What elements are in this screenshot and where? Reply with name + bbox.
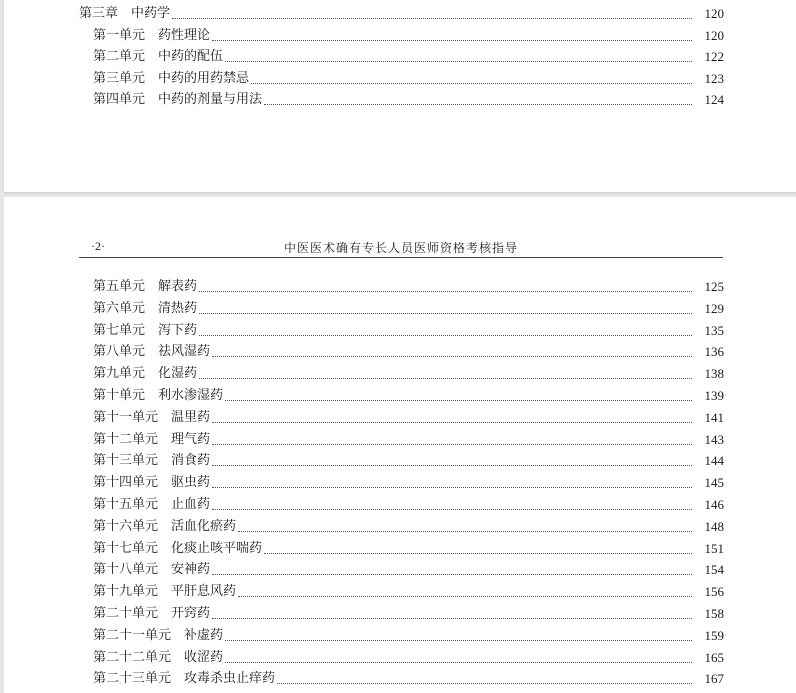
dot-leader	[212, 617, 692, 619]
toc-entry-label: 第二单元	[93, 49, 146, 64]
toc-entry[interactable]	[93, 558, 724, 578]
toc-entry-page-number: 144	[704, 453, 724, 469]
toc-entry-page-number: 158	[704, 606, 724, 621]
toc-entry-label: 第七单元	[93, 322, 146, 338]
dot-leader	[225, 639, 692, 641]
toc-entry-title: 中药的用药禁忌	[158, 70, 250, 86]
toc-entry-page-number: 154	[704, 562, 724, 578]
toc-entry-page-number: 145	[704, 475, 724, 491]
toc-entry-label: 第十九单元	[93, 584, 159, 600]
toc-entry-label: 第十六单元	[93, 518, 159, 534]
toc-entry[interactable]	[93, 449, 724, 469]
toc-entry-label: 第十七单元	[93, 540, 159, 556]
toc-entry-label: 第三章	[79, 6, 119, 21]
dot-leader	[212, 39, 692, 41]
toc-entry[interactable]	[93, 471, 724, 491]
toc-entry-label: 第十八单元	[93, 562, 159, 578]
toc-entry-label: 第十单元	[93, 388, 146, 403]
toc-entry-page-number: 123	[704, 70, 724, 86]
toc-entry-label: 第二十二单元	[93, 649, 172, 665]
toc-entry-title: 泻下药	[158, 322, 198, 338]
toc-entry-title: 中药学	[131, 6, 171, 21]
toc-entry-title: 消食药	[171, 453, 211, 469]
toc-entry-page-number: 143	[704, 431, 724, 447]
toc-entry-page-number: 120	[704, 27, 724, 43]
dot-leader	[264, 103, 692, 105]
toc-entry-title: 补虚药	[184, 627, 224, 643]
toc-entry-label: 第四单元	[93, 92, 146, 107]
dot-leader	[225, 60, 692, 62]
dot-leader	[238, 595, 692, 597]
toc-entry-title: 祛风湿药	[158, 344, 211, 360]
toc-entry[interactable]	[93, 493, 724, 513]
toc-entry[interactable]	[93, 362, 724, 382]
toc-entry-page-number: 141	[704, 409, 724, 425]
toc-entry-title: 解表药	[158, 279, 198, 294]
toc-entry-page-number: 136	[704, 344, 724, 360]
dot-leader	[238, 530, 692, 532]
toc-entry[interactable]	[93, 67, 724, 87]
toc-entry-page-number: 146	[704, 497, 724, 512]
dot-leader	[212, 573, 692, 575]
toc-entry-title: 收涩药	[184, 649, 224, 665]
toc-entry-title: 攻毒杀虫止痒药	[184, 671, 276, 687]
toc-entry-label: 第十二单元	[93, 431, 159, 447]
dot-leader	[225, 399, 692, 401]
dot-leader	[199, 312, 692, 314]
toc-entry-page-number: 148	[704, 518, 724, 534]
dot-leader	[199, 290, 692, 292]
toc-entry[interactable]	[93, 667, 724, 687]
toc-entry[interactable]	[93, 624, 724, 644]
toc-entry-title: 安神药	[171, 562, 211, 578]
toc-entry[interactable]	[93, 537, 724, 557]
toc-entry[interactable]	[93, 384, 724, 404]
toc-entry-label: 第十三单元	[93, 453, 159, 469]
dot-leader	[264, 552, 692, 554]
toc-entry-page-number: 122	[704, 49, 724, 64]
toc-entry-title: 驱虫药	[171, 475, 211, 491]
toc-entry[interactable]	[93, 45, 724, 65]
toc-entry-title: 中药的配伍	[158, 49, 224, 64]
dot-leader	[277, 682, 692, 684]
toc-entry-label: 第二十三单元	[93, 671, 172, 687]
toc-entry-page-number: 124	[704, 92, 724, 107]
dot-leader	[212, 464, 692, 466]
page-bottom	[4, 197, 796, 693]
toc-entry-title: 平肝息风药	[171, 584, 237, 600]
toc-entry[interactable]	[93, 515, 724, 535]
toc-entry-page-number: 151	[704, 540, 724, 556]
toc-entry-label: 第三单元	[93, 70, 146, 86]
toc-entry[interactable]	[79, 2, 724, 22]
dot-leader	[212, 355, 692, 357]
toc-entry-title: 化痰止咳平喘药	[171, 540, 263, 556]
toc-entry-label: 第十五单元	[93, 497, 159, 512]
toc-entry-label: 第一单元	[93, 27, 146, 43]
toc-entry[interactable]	[93, 580, 724, 600]
toc-entry[interactable]	[93, 24, 724, 44]
dot-leader	[251, 82, 692, 84]
toc-entry[interactable]	[93, 428, 724, 448]
toc-entry[interactable]	[93, 275, 724, 295]
toc-entry-title: 利水渗湿药	[158, 388, 224, 403]
dot-leader	[225, 661, 692, 663]
running-header	[79, 237, 723, 258]
toc-entry-title: 止血药	[171, 497, 211, 512]
toc-entry[interactable]	[93, 602, 724, 622]
toc-entry-label: 第十一单元	[93, 409, 159, 425]
toc-entry-title: 清热药	[158, 300, 198, 316]
toc-entry[interactable]	[93, 340, 724, 360]
toc-entry-page-number: 120	[704, 6, 724, 21]
header-page-number: ·2·	[91, 239, 105, 253]
page-top	[4, 0, 796, 192]
toc-entry-page-number: 159	[704, 627, 724, 643]
toc-entry-page-number: 138	[704, 366, 724, 382]
dot-leader	[199, 334, 692, 336]
toc-entry-label: 第二十一单元	[93, 627, 172, 643]
toc-entry-page-number: 125	[704, 279, 724, 294]
toc-entry-page-number: 165	[704, 649, 724, 665]
toc-entry-title: 药性理论	[158, 27, 211, 43]
toc-entry-label: 第八单元	[93, 344, 146, 360]
toc-entry-title: 开窍药	[171, 606, 211, 621]
toc-entry[interactable]	[93, 406, 724, 426]
toc-entry-label: 第五单元	[93, 279, 146, 294]
toc-entry-page-number: 135	[704, 322, 724, 338]
toc-entry-page-number: 156	[704, 584, 724, 600]
toc-entry-label: 第二十单元	[93, 606, 159, 621]
toc-entry-label: 第九单元	[93, 366, 146, 382]
toc-entry-label: 第十四单元	[93, 475, 159, 491]
toc-entry-title: 活血化瘀药	[171, 518, 237, 534]
dot-leader	[212, 486, 692, 488]
toc-entry-title: 中药的剂量与用法	[158, 92, 263, 107]
toc-entry[interactable]	[93, 646, 724, 666]
toc-entry-page-number: 167	[704, 671, 724, 687]
toc-entry-title: 理气药	[171, 431, 211, 447]
dot-leader	[199, 377, 692, 379]
toc-entry-title: 温里药	[171, 409, 211, 425]
dot-leader	[212, 443, 692, 445]
toc-entry[interactable]	[93, 88, 724, 108]
dot-leader	[212, 508, 692, 510]
dot-leader	[172, 17, 692, 19]
toc-entry-page-number: 139	[704, 388, 724, 403]
toc-entry-title: 化湿药	[158, 366, 198, 382]
dot-leader	[212, 421, 692, 423]
toc-entry-label: 第六单元	[93, 300, 146, 316]
toc-entry[interactable]	[93, 297, 724, 317]
toc-entry[interactable]	[93, 319, 724, 339]
toc-entry-page-number: 129	[704, 300, 724, 316]
header-book-title: 中医医术确有专长人员医师资格考核指导	[283, 241, 518, 255]
